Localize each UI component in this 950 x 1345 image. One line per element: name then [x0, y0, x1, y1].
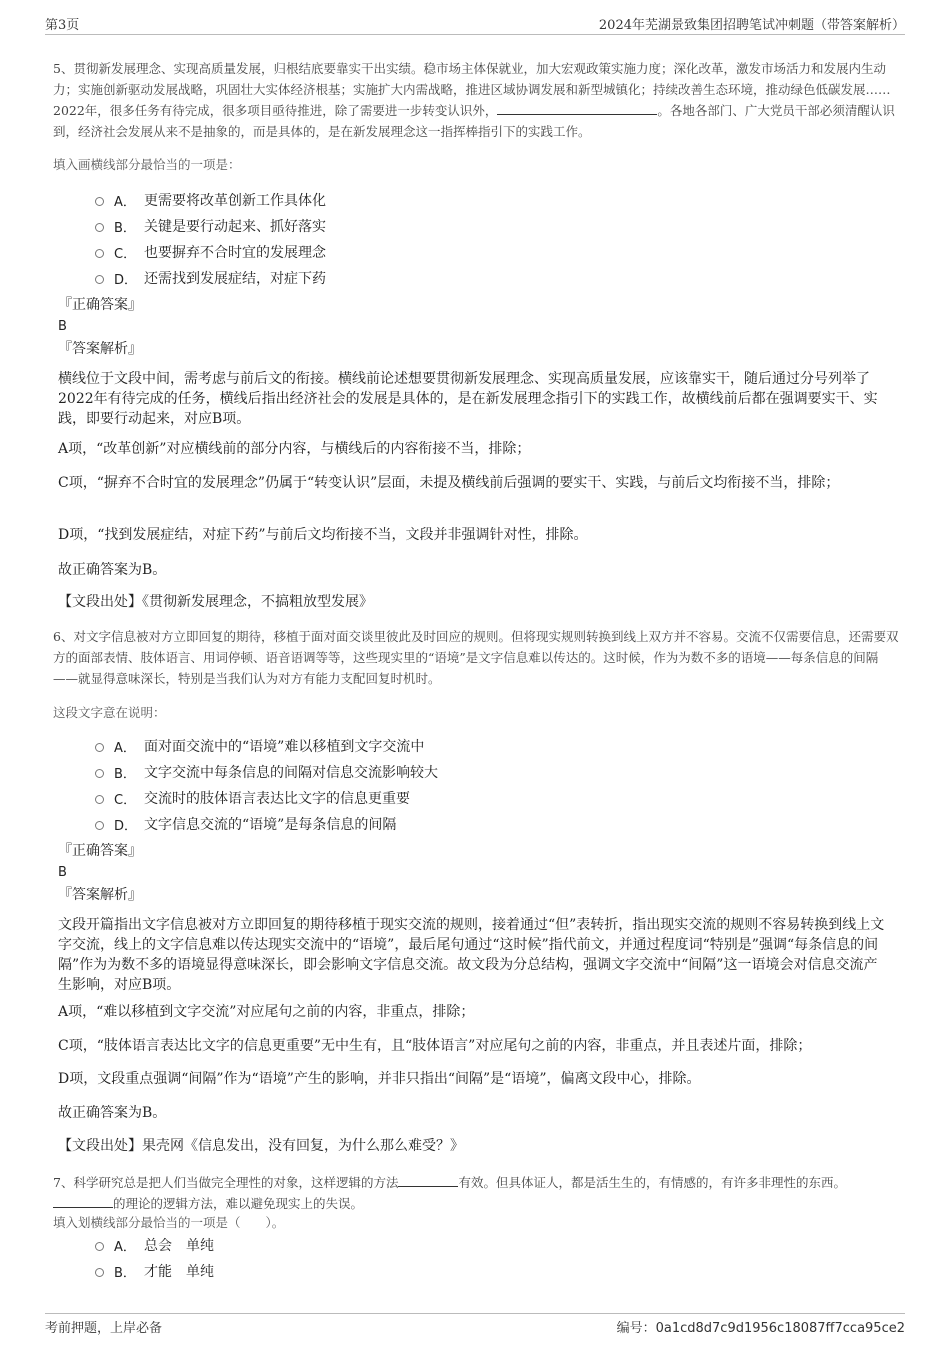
q5-analysis-p1: 横线位于文段中间，需考虑与前后文的衔接。横线前论述想要贯彻新发展理念、实现高质量发展，应该靠实干，随后通过分号列举了2022年有待完成的任务，横线后指出经济社会的发展是具体的，是在新发展理念指引下的实践工作，故横线前后都在强调要实干、实践，即要行动起来，对应B项。 [58, 371, 878, 427]
radio-icon[interactable] [95, 795, 104, 804]
radio-icon[interactable] [95, 821, 104, 830]
q7-prompt: 填入划横线部分最恰当的一项是（ ）。 [53, 1215, 285, 1230]
q6-analysis-p3: C项，“肢体语言表达比文字的信息更重要”无中生有，且“肢体语言”对应尾句之前的内容，非重点，并且表述片面，排除； [58, 1038, 812, 1054]
q5-stem-part2: 。各地各部门、广大党员干部必须清醒认识到，经济社会发展从来不是抽象的，而是具体的，是在新发展理念这一指挥棒指引下的实践工作。 [53, 103, 895, 139]
q5-option-d[interactable]: D． 还需找到发展症结，对症下药 [95, 265, 695, 291]
radio-icon[interactable] [95, 743, 104, 752]
q6-options [95, 733, 695, 837]
q6-option-a[interactable]: A． 面对面交流中的“语境”难以移植到文字交流中 [95, 733, 695, 759]
q6-stem: 6、对文字信息被对方立即回复的期待，移植于面对面交谈里彼此及时回应的规则。但将现实规则转换到线上双方并不容易。交流不仅需要信息，还需要双方的面部表情、肢体语言、用词停顿、语音语调等等，这些现实里的“语境”是文字信息难以传达的。这时候，作为为数不多的语境——每条信息的间隔——就显得意味深长，特别是当我们认为对方有能力支配回复时机时。 [53, 629, 899, 686]
q7-stem-part3: 的理论的逻辑方法，难以避免现实上的失误。 [113, 1196, 364, 1211]
q5-prompt: 填入画横线部分最恰当的一项是： [53, 157, 241, 172]
q5-options [95, 187, 695, 291]
code-label: 编号： [616, 1321, 656, 1336]
page-header [45, 14, 905, 35]
page-footer [45, 1313, 905, 1336]
q5-analysis-p5: 故正确答案为B。 [58, 562, 167, 578]
q7-option-a[interactable]: A． 总会 单纯 [95, 1232, 695, 1258]
q7-options [95, 1232, 695, 1284]
q7-stem-part2: 有效。但具体证人，都是活生生的，有情感的，有许多非理性的东西。 [458, 1175, 846, 1190]
radio-icon[interactable] [95, 223, 104, 232]
q5-option-b[interactable]: B． 关键是要行动起来、抓好落实 [95, 213, 695, 239]
radio-icon[interactable] [95, 769, 104, 778]
q5-stem [53, 58, 903, 142]
radio-icon[interactable] [95, 1268, 104, 1277]
document-title: 2024年芜湖景致集团招聘笔试冲刺题（带答案解析） [598, 18, 905, 33]
q6-analysis-p2: A项，“难以移植到文字交流”对应尾句之前的内容，非重点，排除； [58, 1004, 475, 1020]
q5-analysis-p4: D项，“找到发展症结，对症下药”与前后文均衔接不当，文段并非强调针对性，排除。 [58, 527, 588, 543]
q5-source: 【文段出处】《贯彻新发展理念，不搞粗放型发展》 [58, 594, 373, 610]
answer-label: 『正确答案』 [58, 843, 142, 859]
radio-icon[interactable] [95, 197, 104, 206]
radio-icon[interactable] [95, 275, 104, 284]
analysis-label: 『答案解析』 [58, 341, 142, 357]
q7-stem [53, 1172, 903, 1214]
q7-stem-part1: 7、科学研究总是把人们当做完全理性的对象，这样逻辑的方法 [53, 1175, 399, 1190]
document-code [617, 1317, 905, 1336]
q6-analysis-p5: 故正确答案为B。 [58, 1105, 167, 1121]
page-number: 第3页 [45, 18, 80, 33]
radio-icon[interactable] [95, 1242, 104, 1251]
q6-source: 【文段出处】果壳网《信息发出，没有回复，为什么那么难受？》 [58, 1138, 464, 1154]
q6-analysis-p4: D项，文段重点强调“间隔”作为“语境”产生的影响，并非只指出“间隔”是“语境”，偏离文段中心，排除。 [58, 1071, 701, 1087]
answer-value: B [58, 865, 67, 880]
answer-label: 『正确答案』 [58, 297, 142, 313]
code-value: 0a1cd8d7c9d1956c18087ff7cca95ce2 [655, 1321, 905, 1336]
q5-option-a[interactable]: A． 更需要将改革创新工作具体化 [95, 187, 695, 213]
q5-stem-part1: 5、贯彻新发展理念、实现高质量发展，归根结底要靠实干出实绩。稳市场主体保就业，加大宏观政策实施力度；深化改革，激发市场活力和发展内生动力；实施创新驱动发展战略，巩固壮大实体经济根基；实施扩大内需战略，推进区域协调发展和新型城镇化；持续改善生态环境，推动绿色低碳发展……2022年，很多任务有待完成，很多项目亟待推进，除了需要进一步转变认识外， [53, 61, 891, 118]
answer-value: B [58, 319, 67, 334]
q6-prompt: 这段文字意在说明： [53, 705, 166, 720]
q6-answer-block [58, 840, 142, 906]
q6-option-b[interactable]: B． 文字交流中每条信息的间隔对信息交流影响较大 [95, 759, 695, 785]
q5-analysis-p2: A项，“改革创新”对应横线前的部分内容，与横线后的内容衔接不当，排除； [58, 441, 531, 457]
q7-blank-2 [53, 1195, 113, 1208]
q5-blank [497, 102, 657, 115]
footer-slogan: 考前押题，上岸必备 [45, 1321, 163, 1336]
q5-option-c[interactable]: C． 也要摒弃不合时宜的发展理念 [95, 239, 695, 265]
radio-icon[interactable] [95, 249, 104, 258]
q5-analysis-p3: C项，“摒弃不合时宜的发展理念”仍属于“转变认识”层面，未提及横线前后强调的要实干、实践，与前后文均衔接不当，排除； [58, 475, 840, 491]
q6-option-d[interactable]: D． 文字信息交流的“语境”是每条信息的间隔 [95, 811, 695, 837]
q7-blank-1 [398, 1174, 458, 1187]
q7-option-b[interactable]: B． 才能 单纯 [95, 1258, 695, 1284]
q6-option-c[interactable]: C． 交流时的肢体语言表达比文字的信息更重要 [95, 785, 695, 811]
analysis-label: 『答案解析』 [58, 887, 142, 903]
q6-analysis-p1: 文段开篇指出文字信息被对方立即回复的期待移植于现实交流的规则，接着通过“但”表转折，指出现实交流的规则不容易转换到线上文字交流，线上的文字信息难以传达现实交流中的“语境”，最后尾句通过“这时候”指代前文，并通过程度词“特别是”强调“每条信息的间隔”作为为数不多的语境显得意味深长，即会影响文字信息交流。故文段为分总结构，强调文字交流中“间隔”这一语境会对信息交流产生影响，对应B项。 [58, 917, 885, 993]
q5-answer-block [58, 294, 142, 360]
